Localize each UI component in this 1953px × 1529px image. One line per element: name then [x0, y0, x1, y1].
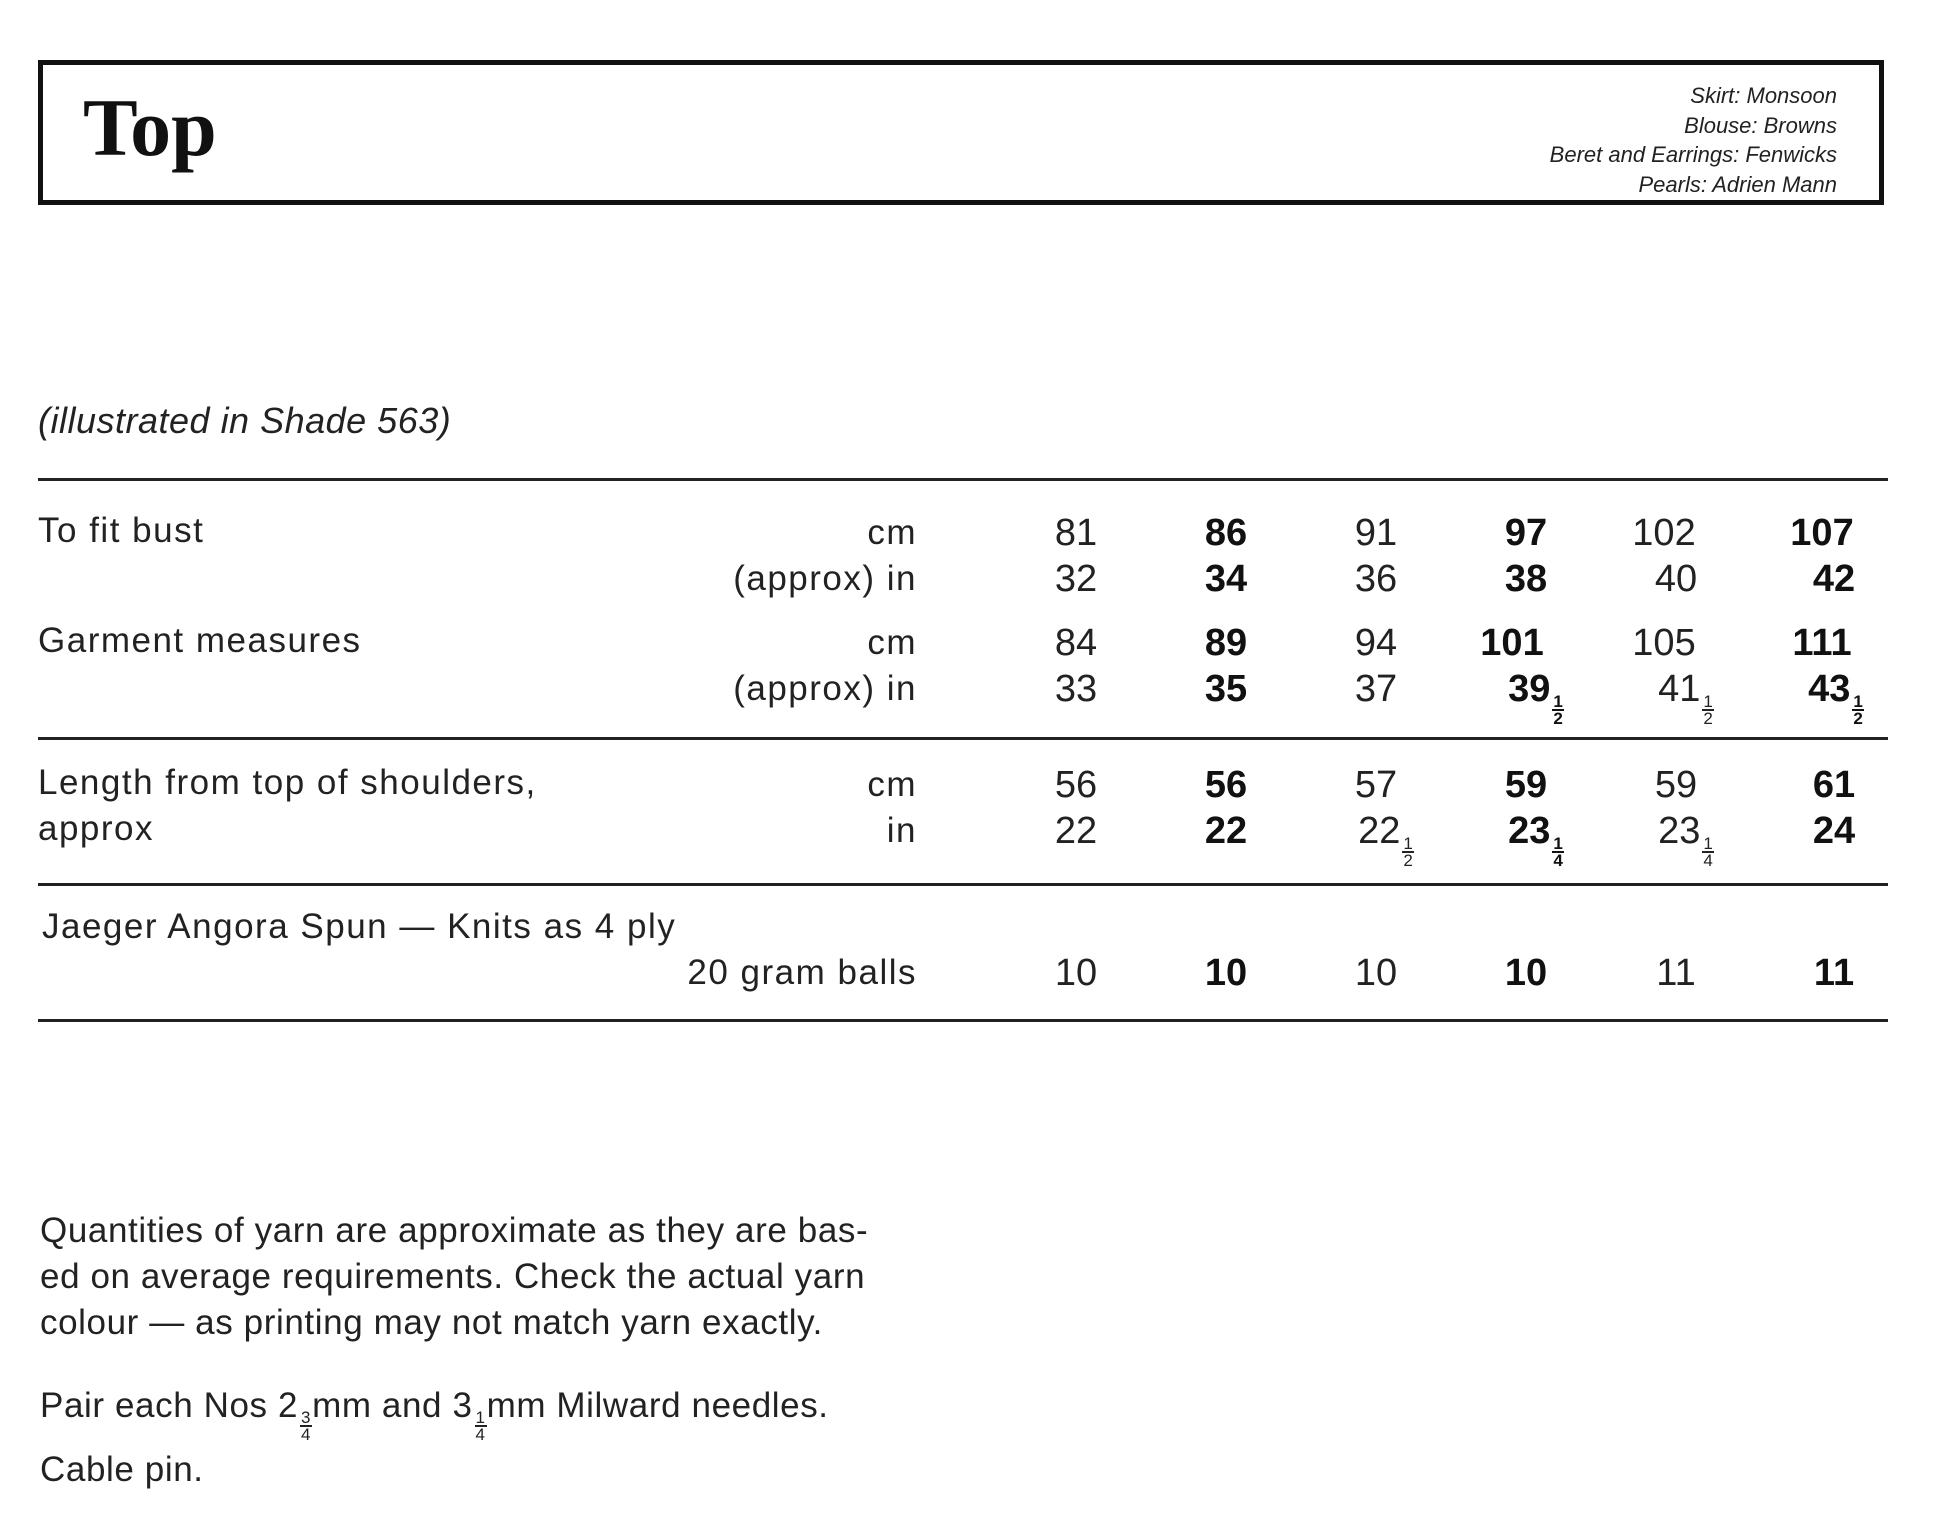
length-cm-unit: cm: [867, 765, 917, 804]
yarn-balls-value: 10: [1354, 952, 1398, 994]
header-box: [38, 60, 1884, 205]
length-in-value: 22: [1204, 810, 1248, 852]
clothing-credits: [1550, 81, 1837, 199]
length-in-value: 22: [1054, 810, 1098, 852]
bust-cm-value: 81: [1054, 512, 1098, 554]
length-cm-value: 59: [1504, 764, 1548, 806]
garment-cm-value: 105: [1632, 622, 1696, 664]
fraction-one-quarter: $\frac{1}{4}$: [1703, 834, 1713, 870]
fraction-one-half: $\frac{1}{2}$: [1853, 692, 1863, 728]
table-bottom-rule: [38, 1019, 1888, 1022]
fraction-one-half: $\frac{1}{2}$: [1553, 692, 1563, 728]
credit-skirt: Skirt: Monsoon: [1690, 83, 1837, 108]
table-rule-2: [38, 737, 1888, 740]
garment-cm-value: 111: [1792, 622, 1852, 664]
bust-cm-value: 107: [1790, 512, 1854, 554]
fraction-one-quarter: $\frac{1}{4}$: [475, 1408, 486, 1444]
garment-cm-unit: cm: [867, 623, 917, 662]
garment-in-value: 43 $\frac{1}{2}$: [1808, 668, 1863, 728]
quantities-note-line: colour — as printing may not match yarn exactly.: [40, 1303, 823, 1342]
bust-in-value: 40: [1654, 558, 1698, 600]
length-cm-value: 61: [1812, 764, 1856, 806]
length-label-approx: approx: [38, 809, 155, 848]
length-in-value: 23 $\frac{1}{4}$: [1508, 810, 1563, 870]
length-in-value: 23 $\frac{1}{4}$: [1658, 810, 1713, 870]
yarn-balls-value: 10: [1504, 952, 1548, 994]
quantities-note-line: Quantities of yarn are approximate as they are bas-: [40, 1211, 869, 1250]
length-cm-value: 56: [1054, 764, 1098, 806]
garment-in-value: 37: [1354, 668, 1398, 710]
credit-pearls: Pearls: Adrien Mann: [1638, 171, 1837, 197]
bust-in-value: 34: [1204, 558, 1248, 600]
bust-cm-value: 91: [1354, 512, 1398, 554]
garment-cm-value: 84: [1054, 622, 1098, 664]
bust-in-unit: (approx) in: [733, 559, 917, 598]
garment-label: Garment measures: [38, 621, 362, 660]
bust-in-value: 42: [1812, 558, 1856, 600]
fraction-one-half: $\frac{1}{2}$: [1703, 692, 1713, 728]
cable-pin-note: Cable pin.: [40, 1450, 204, 1489]
garment-in-value: 35: [1204, 668, 1248, 710]
credit-blouse: Blouse: Browns: [1684, 112, 1837, 138]
length-cm-value: 59: [1654, 764, 1698, 806]
credit-beret-earrings: Beret and Earrings: Fenwicks: [1549, 142, 1837, 167]
table-rule-3: [38, 883, 1888, 886]
garment-cm-value: 101: [1480, 622, 1544, 664]
length-in-unit: in: [886, 811, 917, 850]
length-label: Length from top of shoulders,: [38, 763, 537, 802]
bust-cm-unit: cm: [867, 513, 917, 552]
yarn-balls-value: 10: [1054, 952, 1098, 994]
length-cm-value: 56: [1204, 764, 1248, 806]
bust-in-value: 36: [1354, 558, 1398, 600]
garment-in-unit: (approx) in: [733, 669, 917, 708]
yarn-balls-value: 10: [1204, 952, 1248, 994]
bust-cm-value: 97: [1504, 512, 1548, 554]
bust-label: To fit bust: [38, 511, 205, 550]
bust-in-value: 38: [1504, 558, 1548, 600]
quantities-note: [40, 1208, 868, 1346]
shade-note: (illustrated in Shade 563): [38, 400, 452, 441]
page-title: Top: [83, 82, 217, 173]
yarn-label: Jaeger Angora Spun — Knits as 4 ply: [42, 907, 677, 946]
garment-cm-value: 89: [1204, 622, 1248, 664]
length-cm-value: 57: [1354, 764, 1398, 806]
garment-in-value: 39 $\frac{1}{2}$: [1508, 668, 1563, 728]
fraction-one-quarter: $\frac{1}{4}$: [1553, 834, 1563, 870]
needles-note: Pair each Nos 2 $\frac{3}{4}$ mm and 3 $\frac{1}{4}$ mm Milward needles. Cable pin.: [40, 1386, 829, 1489]
length-in-value: 22 $\frac{1}{2}$: [1358, 810, 1413, 870]
fraction-three-quarters: $\frac{3}{4}$: [301, 1408, 312, 1444]
table-top-rule: [38, 478, 1888, 481]
garment-cm-value: 94: [1354, 622, 1398, 664]
fraction-one-half: $\frac{1}{2}$: [1403, 834, 1413, 870]
yarn-balls-value: 11: [1656, 952, 1696, 994]
garment-in-value: 33: [1054, 668, 1098, 710]
length-in-value: 24: [1812, 810, 1856, 852]
garment-in-value: 41 $\frac{1}{2}$: [1658, 668, 1713, 728]
bust-cm-value: 86: [1204, 512, 1248, 554]
yarn-unit: 20 gram balls: [687, 953, 917, 992]
bust-cm-value: 102: [1632, 512, 1696, 554]
quantities-note-line: ed on average requirements. Check the actual yarn: [40, 1257, 866, 1296]
yarn-balls-value: 11: [1813, 952, 1855, 994]
bust-in-value: 32: [1054, 558, 1098, 600]
